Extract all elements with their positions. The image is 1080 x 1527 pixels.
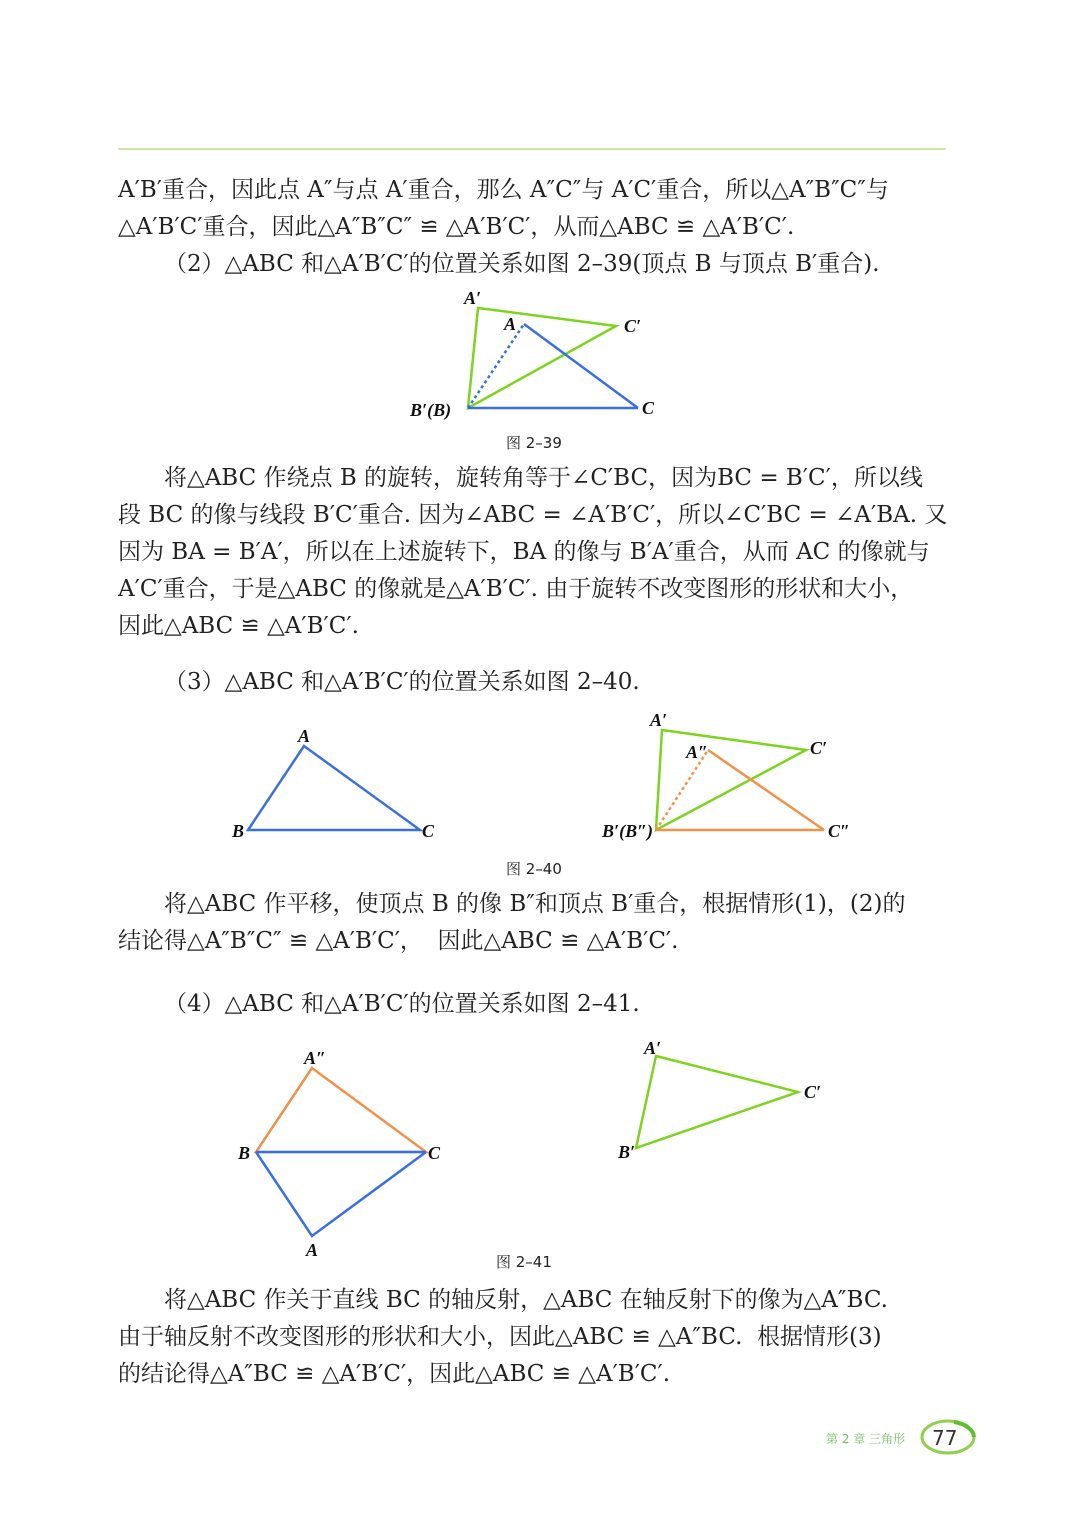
segment-b2a2-dotted xyxy=(656,750,708,830)
text-line: （3）△ABC 和△A′B′C′的位置关系如图 2–40. xyxy=(164,669,640,695)
figure-2-40-right xyxy=(600,706,870,851)
figure-caption: 图 2–41 xyxy=(496,1253,552,1271)
text-line: A′B′重合，因此点 A″与点 A′重合，那么 A″C″与 A′C′重合，所以△A″B″C″与 xyxy=(118,177,889,203)
text-line: △A′B′C′重合，因此△A″B″C″ ≌ △A′B′C′，从而△ABC ≌ △A′B′C′. xyxy=(118,214,795,240)
figure-2-41-left xyxy=(230,1040,460,1262)
text-line: 段 BC 的像与线段 B′C′重合. 因为∠ABC = ∠A′B′C′，所以∠C′BC = ∠A′BA. 又 xyxy=(118,502,948,528)
text-line: 因为 BA = B′A′，所以在上述旋转下，BA 的像与 B′A′重合，从而 AC 的像就与 xyxy=(118,539,930,565)
label-c1: C′ xyxy=(624,316,642,336)
text-line: 将△ABC 作关于直线 BC 的轴反射，△ABC 在轴反射下的像为△A″BC. xyxy=(164,1287,888,1313)
label-a1: A′ xyxy=(644,1038,662,1058)
text-line: 因此△ABC ≌ △A′B′C′. xyxy=(118,613,359,639)
text-line: 由于轴反射不改变图形的形状和大小，因此△ABC ≌ △A″BC. 根据情形(3) xyxy=(118,1324,882,1350)
label-a2: A″ xyxy=(686,742,708,762)
segment-ac xyxy=(524,324,638,408)
figure-2-40-left xyxy=(220,720,450,850)
figure-caption: 图 2–40 xyxy=(506,860,562,878)
segment-ba-dotted xyxy=(468,324,524,408)
label-a: A xyxy=(298,726,311,746)
label-a1: A′ xyxy=(650,710,668,730)
label-b: B′(B″) xyxy=(602,821,654,841)
triangle-a1b1c1 xyxy=(636,1056,798,1148)
label-c1: C′ xyxy=(804,1082,822,1102)
triangle-abc xyxy=(248,746,420,830)
figure-caption: 图 2–39 xyxy=(506,434,562,452)
label-a1: A′ xyxy=(464,288,482,308)
label-c2: C″ xyxy=(828,821,850,841)
label-b: B′(B) xyxy=(410,400,452,420)
label-b: B xyxy=(232,821,245,841)
label-a: A xyxy=(504,314,517,334)
text-line: 的结论得△A″BC ≌ △A′B′C′，因此△ABC ≌ △A′B′C′. xyxy=(118,1361,671,1387)
text-line: A′C′重合，于是△ABC 的像就是△A′B′C′. 由于旋转不改变图形的形状和大小， xyxy=(118,576,914,602)
segment-a2c2 xyxy=(708,750,824,830)
triangle-a1b1c1 xyxy=(468,308,616,408)
label-a: A xyxy=(306,1240,319,1260)
label-c1: C′ xyxy=(810,738,828,758)
text-line: 结论得△A″B″C″ ≌ △A′B′C′， 因此△ABC ≌ △A′B′C′. xyxy=(118,928,679,954)
text-line: 将△ABC 作绕点 B 的旋转，旋转角等于∠C′BC，因为BC = B′C′，所以线 xyxy=(164,465,923,491)
label-b1: B′ xyxy=(618,1142,636,1162)
page-number: 77 xyxy=(932,1426,958,1450)
figure-2-39 xyxy=(400,284,680,424)
label-b: B xyxy=(238,1143,251,1163)
triangle-abc xyxy=(256,1152,426,1236)
header-rule xyxy=(118,148,946,150)
triangle-a2bc xyxy=(256,1068,426,1152)
text-line: （2）△ABC 和△A′B′C′的位置关系如图 2–39(顶点 B 与顶点 B′重合). xyxy=(164,251,880,277)
triangle-a1b1c1 xyxy=(656,730,806,830)
label-a2: A″ xyxy=(304,1048,326,1068)
label-c: C xyxy=(642,398,655,418)
footer-chapter: 第 2 章 三角形 xyxy=(826,1432,906,1446)
figure-2-41-right xyxy=(610,1036,840,1166)
label-c: C xyxy=(422,821,435,841)
text-line: 将△ABC 作平移，使顶点 B 的像 B″和顶点 B′重合，根据情形(1)，(2)的 xyxy=(164,891,906,917)
label-c: C xyxy=(428,1143,441,1163)
text-line: （4）△ABC 和△A′B′C′的位置关系如图 2–41. xyxy=(164,991,640,1017)
